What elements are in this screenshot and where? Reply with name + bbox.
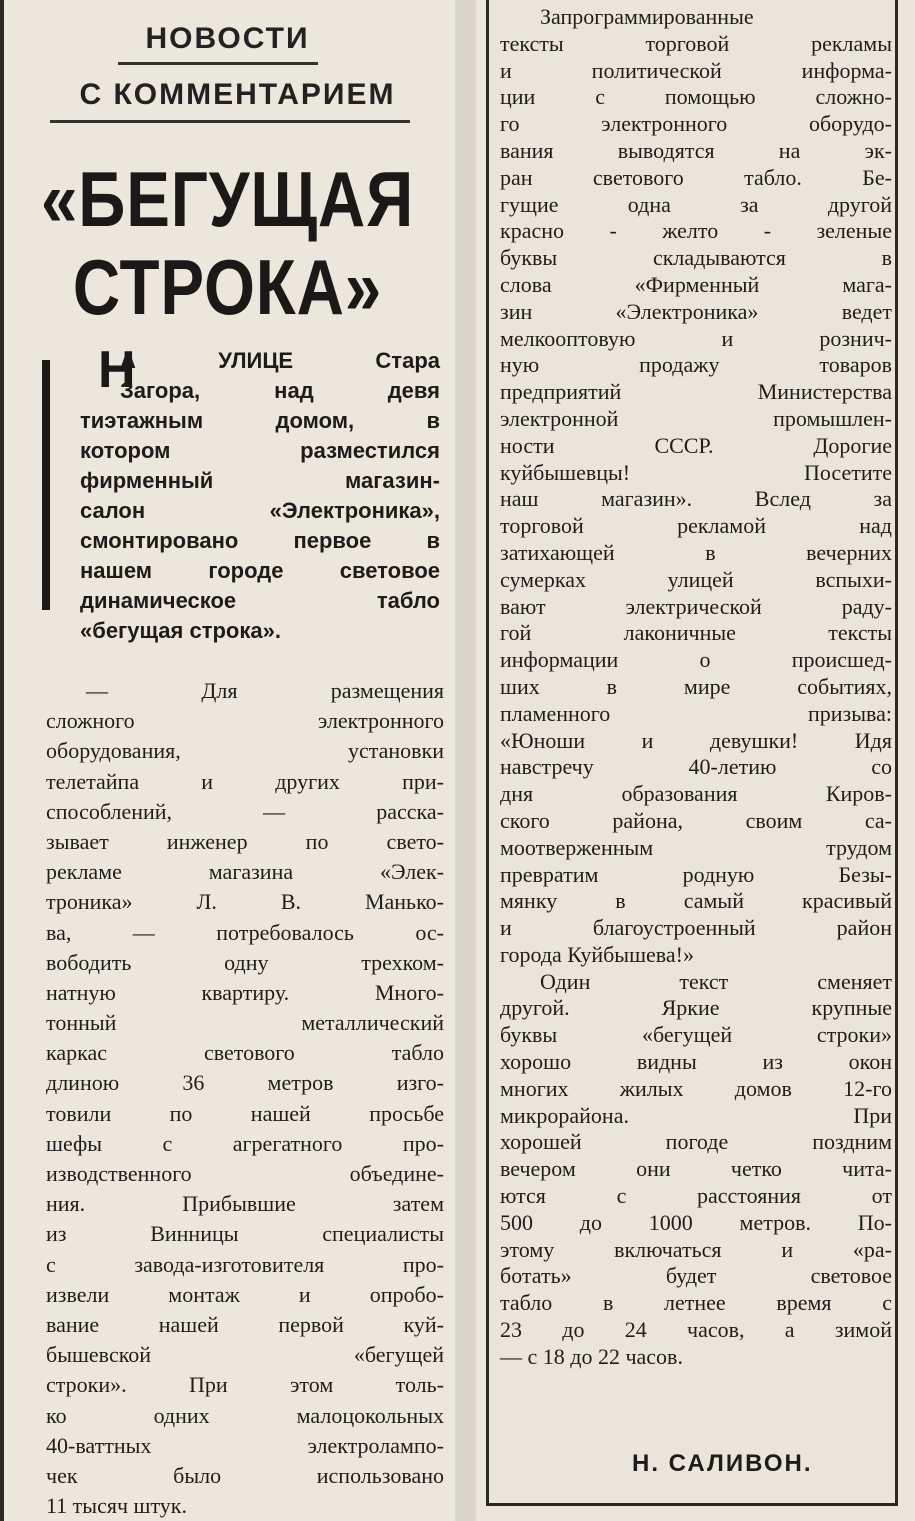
text-line: пламенного призыва: (500, 700, 892, 726)
text-line: сложного электронного (46, 708, 444, 734)
text-line: ботать» будет световое (500, 1263, 892, 1289)
text-line: буквы «бегущей строки» (500, 1022, 892, 1048)
text-line: вечером они четко чита- (500, 1156, 892, 1182)
lead-line: котором разместился (80, 438, 440, 463)
text-line: ную продажу товаров (500, 352, 892, 378)
lead-line: «бегущая строка». (80, 618, 281, 643)
text-line: ции с помощью сложно- (500, 84, 892, 110)
text-line: гущие одна за другой (500, 191, 892, 217)
lead-line: тиэтажным домом, в (80, 408, 440, 433)
text-line: ности СССР. Дорогие (500, 432, 892, 458)
text-line: ко одних малоцокольных (46, 1402, 444, 1428)
text-line: из Винницы специалисты (46, 1221, 444, 1247)
lead-vertical-bar (42, 360, 50, 610)
text-line: тонный металлический (46, 1010, 444, 1036)
text-line: информации о происшед- (500, 647, 892, 673)
text-line: 40-ваттных электролампо- (46, 1432, 444, 1458)
rubric-underline-2 (50, 120, 410, 123)
author-signature: Н. САЛИВОН. (632, 1450, 813, 1477)
lead-line: смонтировано первое в (80, 528, 440, 553)
text-line: вают электрической раду- (500, 593, 892, 619)
rubric-news: НОВОСТИ (145, 22, 310, 55)
text-line: го электронного оборудо- (500, 111, 892, 137)
text-line: ва, — потребовалось ос- (46, 919, 444, 945)
text-line: дня образования Киров- (500, 781, 892, 807)
text-line: рекламе магазина «Элек- (46, 859, 444, 885)
text-line: куйбышевцы! Посетите (500, 459, 892, 485)
lead-line: Загора, над девя (120, 378, 440, 403)
text-line: строки». При этом толь- (46, 1372, 444, 1398)
text-line: — с 18 до 22 часов. (500, 1343, 683, 1369)
rubric-underline-1 (118, 62, 318, 65)
text-line: шефы с агрегатного про- (46, 1130, 444, 1156)
text-line: 23 до 24 часов, а зимой (500, 1317, 892, 1343)
text-line: чек было использовано (46, 1462, 444, 1488)
text-line: ются с расстояния от (500, 1183, 892, 1209)
rubric-commentary: С КОММЕНТАРИЕМ (79, 78, 396, 111)
text-line: — Для размещения (86, 678, 444, 703)
text-line: и благоустроенный район (500, 915, 892, 941)
text-line: 11 тысяч штук. (46, 1493, 187, 1519)
lead-line: салон «Электроника», (80, 498, 440, 523)
text-line: длиною 36 метров изго- (46, 1070, 444, 1096)
text-line: троника» Л. В. Манько- (46, 889, 444, 915)
lead-line: А УЛИЦЕ Стара (120, 348, 440, 373)
text-line: наш магазин». Вслед за (500, 486, 892, 512)
text-line: вания выводятся на эк- (500, 137, 892, 163)
text-line: превратим родную Безы- (500, 861, 892, 887)
text-line: зывает инженер по свето- (46, 828, 444, 854)
text-line: этому включаться и «ра- (500, 1236, 892, 1262)
headline-line-1: «БЕГУЩАЯ (40, 155, 415, 243)
lead-drop-capital: Н (98, 341, 136, 399)
headline-line-2: СТРОКА» (72, 243, 383, 331)
right-body-text (500, 4, 892, 1371)
text-line: хорошо видны из окон (500, 1049, 892, 1075)
text-line: торговой рекламой над (500, 513, 892, 539)
lead-line: нашем городе световое (80, 558, 440, 583)
text-line: ния. Прибывшие затем (46, 1191, 444, 1217)
text-line: «Юноши и девушки! Идя (500, 727, 892, 753)
text-line: мянку в самый красивый (500, 888, 892, 914)
text-line: каркас светового табло (46, 1040, 444, 1066)
text-line: 500 до 1000 метров. По- (500, 1209, 892, 1235)
text-line: вание нашей первой куй- (46, 1311, 444, 1337)
text-line: многих жилых домов 12-го (500, 1075, 892, 1101)
text-line: красно - желто - зеленые (500, 218, 892, 244)
text-line: микрорайона. При (500, 1102, 892, 1128)
text-line: мелкооптовую и рознич- (500, 325, 892, 351)
lead-paragraph (80, 341, 440, 646)
text-line: сумерках улицей вспыхи- (500, 566, 892, 592)
text-line: натную квартиру. Много- (46, 979, 444, 1005)
text-line: ших в мире событиях, (500, 673, 892, 699)
lead-line: фирменный магазин- (80, 468, 440, 493)
text-line: гой лаконичные тексты (500, 620, 892, 646)
text-line: изводственного объедине- (46, 1161, 444, 1186)
text-line: табло в летнее время с (500, 1290, 892, 1316)
text-line: телетайпа и других при- (46, 768, 444, 794)
text-line: зин «Электроника» ведет (500, 298, 892, 324)
text-line: способлений, — расска- (46, 798, 444, 824)
text-line: моотверженным трудом (500, 834, 892, 860)
text-line: буквы складываются в (500, 245, 892, 271)
text-line: вободить одну трехком- (46, 949, 444, 975)
text-line: электронной промышлен- (500, 405, 892, 431)
lead-line: динамическое табло (80, 588, 440, 613)
text-line: оборудования, установки (46, 738, 444, 764)
text-line: навстречу 40-летию со (500, 754, 892, 780)
text-line: предприятий Министерства (500, 379, 892, 405)
text-line: извели монтаж и опробо- (46, 1281, 444, 1307)
text-line: слова «Фирменный мага- (500, 271, 892, 297)
text-line: Один текст сменяет (540, 968, 892, 994)
text-line: товили по нашей просьбе (46, 1100, 444, 1126)
text-line: города Куйбышева!» (500, 941, 694, 967)
text-line: затихающей в вечерних (500, 539, 892, 565)
text-line: тексты торговой рекламы (500, 30, 892, 56)
text-line: и политической информа- (500, 57, 892, 83)
text-line: ран светового табло. Бе- (500, 164, 892, 190)
left-body-text (46, 676, 444, 1521)
text-line: бышевской «бегущей (46, 1342, 444, 1368)
text-line: ского района, своим са- (500, 807, 892, 833)
text-line: Запрограммированные (540, 4, 754, 29)
text-line: другой. Яркие крупные (500, 995, 892, 1021)
text-line: хорошей погоде поздним (500, 1129, 892, 1155)
text-line: с завода-изготовителя про- (46, 1251, 444, 1277)
